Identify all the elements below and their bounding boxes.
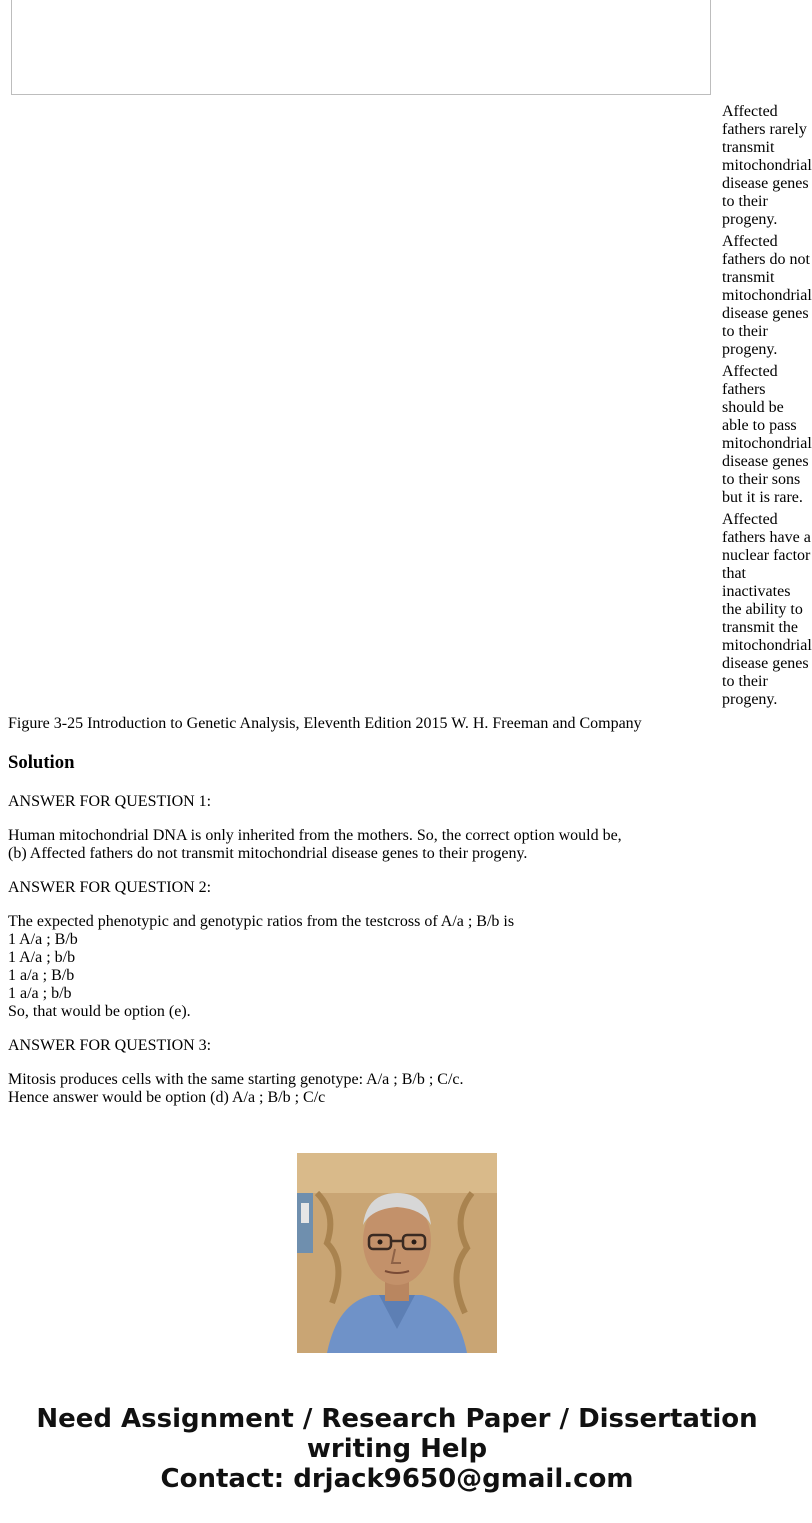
promo-line: writing Help (306, 1434, 488, 1464)
option-a-line: fathers rarely (722, 121, 807, 138)
option-c-line: should be (722, 399, 784, 416)
answer-line: So, that would be option (e). (8, 1003, 191, 1020)
q3-heading: ANSWER FOR QUESTION 3: (8, 1037, 212, 1054)
option-c-line: able to pass (722, 417, 797, 434)
answer-line: Hence answer would be option (d) A/a ; B/b ; C/c (8, 1089, 326, 1106)
option-d-line: that (722, 565, 746, 582)
figure-caption: Figure 3-25 Introduction to Genetic Analysis, Eleventh Edition 2015 W. H. Freeman and Company (8, 715, 642, 732)
option-c[interactable] (722, 363, 812, 507)
option-a[interactable] (722, 103, 812, 229)
option-a-line: progeny. (722, 211, 778, 228)
figure-image-frame (11, 0, 711, 95)
option-c-line: but it is rare. (722, 489, 803, 506)
option-d-line: progeny. (722, 691, 778, 708)
option-b-line: disease genes (722, 305, 809, 322)
option-b-line: mitochondrial (722, 287, 812, 304)
option-c-line: fathers (722, 381, 766, 398)
option-d-line: Affected (722, 511, 778, 528)
option-c-line: Affected (722, 363, 778, 380)
option-d-line: to their (722, 673, 768, 690)
option-b-line: fathers do not (722, 251, 810, 268)
solution-heading: Solution (8, 752, 75, 773)
answers-section (8, 793, 788, 1123)
option-c-line: mitochondrial (722, 435, 812, 452)
q2-answer (8, 913, 788, 1021)
option-c-line: to their sons (722, 471, 801, 488)
answer-options-column (722, 103, 812, 713)
q2-heading: ANSWER FOR QUESTION 2: (8, 879, 212, 896)
option-c-line: disease genes (722, 453, 809, 470)
option-d-line: transmit the (722, 619, 798, 636)
q1-answer (8, 827, 788, 863)
option-b-line: progeny. (722, 341, 778, 358)
answer-line: 1 A/a ; B/b (8, 931, 78, 948)
option-b-line: Affected (722, 233, 778, 250)
option-d-line: the ability to (722, 601, 803, 618)
option-d-line: nuclear factor (722, 547, 811, 564)
promo-contact[interactable]: Contact: drjack9650@gmail.com (160, 1464, 634, 1494)
option-a-line: to their (722, 193, 768, 210)
answer-line: 1 a/a ; b/b (8, 985, 72, 1002)
option-d-line: disease genes (722, 655, 809, 672)
answer-line: 1 A/a ; b/b (8, 949, 76, 966)
option-b-line: transmit (722, 269, 775, 286)
answer-line: Human mitochondrial DNA is only inherited from the mothers. So, the correct option would be, (8, 827, 622, 844)
q1-heading: ANSWER FOR QUESTION 1: (8, 793, 212, 810)
answer-line: Mitosis produces cells with the same starting genotype: A/a ; B/b ; C/c. (8, 1071, 464, 1088)
promo-banner (0, 1404, 794, 1494)
author-avatar (297, 1153, 497, 1353)
promo-line: Need Assignment / Research Paper / Dissertation (36, 1404, 758, 1434)
option-d-line: inactivates (722, 583, 791, 600)
option-d-line: mitochondrial (722, 637, 812, 654)
option-b[interactable] (722, 233, 812, 359)
option-d[interactable] (722, 511, 812, 709)
option-d-line: fathers have a (722, 529, 811, 546)
option-b-line: to their (722, 323, 768, 340)
answer-line: 1 a/a ; B/b (8, 967, 75, 984)
option-a-line: transmit (722, 139, 775, 156)
author-portrait-icon (297, 1153, 497, 1353)
option-a-line: mitochondrial (722, 157, 812, 174)
answer-line: The expected phenotypic and genotypic ratios from the testcross of A/a ; B/b is (8, 913, 515, 930)
option-a-line: Affected (722, 103, 778, 120)
answer-line: (b) Affected fathers do not transmit mitochondrial disease genes to their progeny. (8, 845, 528, 862)
option-a-line: disease genes (722, 175, 809, 192)
q3-answer (8, 1071, 788, 1107)
